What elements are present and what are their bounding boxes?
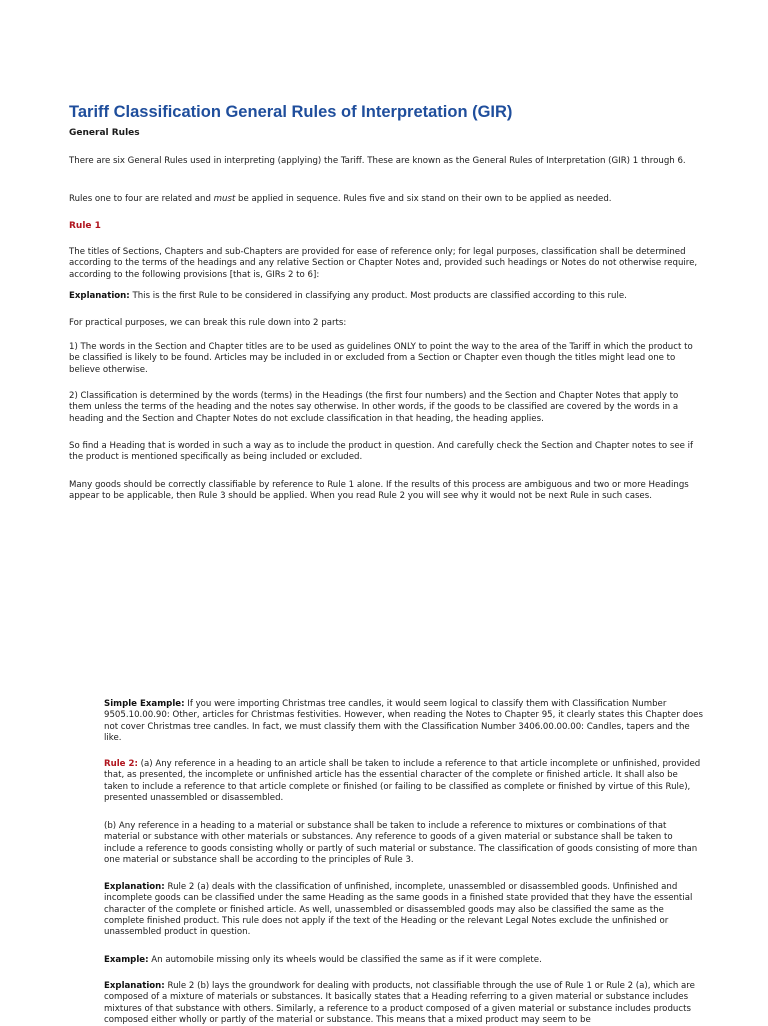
example-label: Example: [104,955,149,965]
document-title: Tariff Classification General Rules of Interpretation (GIR) [69,103,513,121]
find-heading-paragraph: So find a Heading that is worded in such a way as to include the product in question. And carefully check the Section and Chapter notes to see if the product is mentioned specifically as being included or excluded. [69,441,694,463]
rule-1-text: The titles of Sections, Chapters and sub-Chapters are provided for ease of reference only; for legal purposes, classification shall be determined according to the terms of the headings and any relative Section or Chapter Notes and, provided such headings or Notes do not otherwise require, according to the following provisions [that is, GIRs 2 to 6]: [69,247,698,280]
explanation-label: Explanation: [104,882,165,892]
simple-example-paragraph: Simple Example: If you were importing Christmas tree candles, it would seem logical to classify them with Classification Number 9505.10.00.90: Other, articles for Christmas festivities. However, when reading the Notes to Chapter 95, it clearly states this Chapter does not cover Christmas tree candles. In fact, we must classify them with the Classification Number 3406.00.00.00: Candles, tapers and the like. [104,699,703,743]
intro-paragraph: There are six General Rules used in interpreting (applying) the Tariff. These are known as the General Rules of Interpretation (GIR) 1 through 6. [69,156,686,166]
rule-2a-explanation: Explanation: Rule 2 (a) deals with the classification of unfinished, incomplete, unassembled or disassembled goods. Unfinished and incomplete goods can be classified under the same Heading as the same goods in a finished state provided that they have the essential character of the complete or finished article. As well, unassembled or disassembled goods may also be classified the same as the complete finished product. This rule does not apply if the text of the Heading or the relevant Legal Notes exclude the unfinished or unassembled product in question. [104,882,693,938]
explanation-label: Explanation: [104,981,165,991]
practical-purposes-paragraph: For practical purposes, we can break this rule down into 2 parts: [69,318,347,328]
part-2-paragraph: 2) Classification is determined by the words (terms) in the Headings (the first four numbers) and the Section and Chapter Notes that apply to them unless the terms of the heading and the notes say otherwise. In other words, if the goods to be classified are covered by the words in a heading and the Section and Chapter Notes do not exclude classification in that heading, the heading applies. [69,391,679,424]
sequence-paragraph: Rules one to four are related and must be applied in sequence. Rules five and six stand on their own to be applied as needed. [69,194,612,204]
explanation-label: Explanation: [69,291,130,301]
many-goods-paragraph: Many goods should be correctly classifiable by reference to Rule 1 alone. If the results of this process are ambiguous and two or more Headings appear to be applicable, then Rule 3 should be applied. When you read Rule 2 you will see why it would not be next Rule in such cases. [69,480,689,502]
rule-2b-paragraph: (b) Any reference in a heading to a material or substance shall be taken to include a reference to mixtures or combinations of that material or substance with other materials or substances. Any reference to goods of a given material or substance shall be taken to include a reference to goods consisting wholly or partly of such material or substance. The classification of goods consisting of more than one material or substance shall be according to the principles of Rule 3. [104,821,698,865]
rule-1-explanation: Explanation: This is the first Rule to be considered in classifying any product. Most products are classified according to this rule. [69,291,627,301]
rule-2a-paragraph: Rule 2: (a) Any reference in a heading to an article shall be taken to include a reference to that article incomplete or unfinished, provided that, as presented, the incomplete or unfinished article has the essential character of the complete or finished article. It shall also be taken to include a reference to that article complete or finished (or failing to be classified as complete or finished by virtue of this Rule), presented unassembled or disassembled. [104,759,701,803]
part-1-paragraph: 1) The words in the Section and Chapter titles are to be used as guidelines ONLY to point the way to the area of the Tariff in which the product to be classified is likely to be found. Articles may be included in or excluded from a Section or Chapter even though the titles might lead one to believe otherwise. [69,342,693,375]
automobile-example: Example: An automobile missing only its wheels would be classified the same as if it were complete. [104,955,542,965]
must-emphasis: must [213,194,236,204]
general-rules-subheading: General Rules [69,128,140,138]
rule-2-label: Rule 2: [104,759,138,769]
rule-2b-explanation: Explanation: Rule 2 (b) lays the groundwork for dealing with products, not classifiable through the use of Rule 1 or Rule 2 (a), which are composed of a mixture of materials or substances. It basically states that a Heading referring to a given material or substance includes mixtures of that substance with others. Similarly, a reference to a product composed of a given material or substance includes products composed either wholly or partly of the material or substance. This means that a mixed product may seem to be [104,981,695,1025]
simple-example-label: Simple Example: [104,699,185,709]
rule-1-heading: Rule 1 [69,221,101,231]
